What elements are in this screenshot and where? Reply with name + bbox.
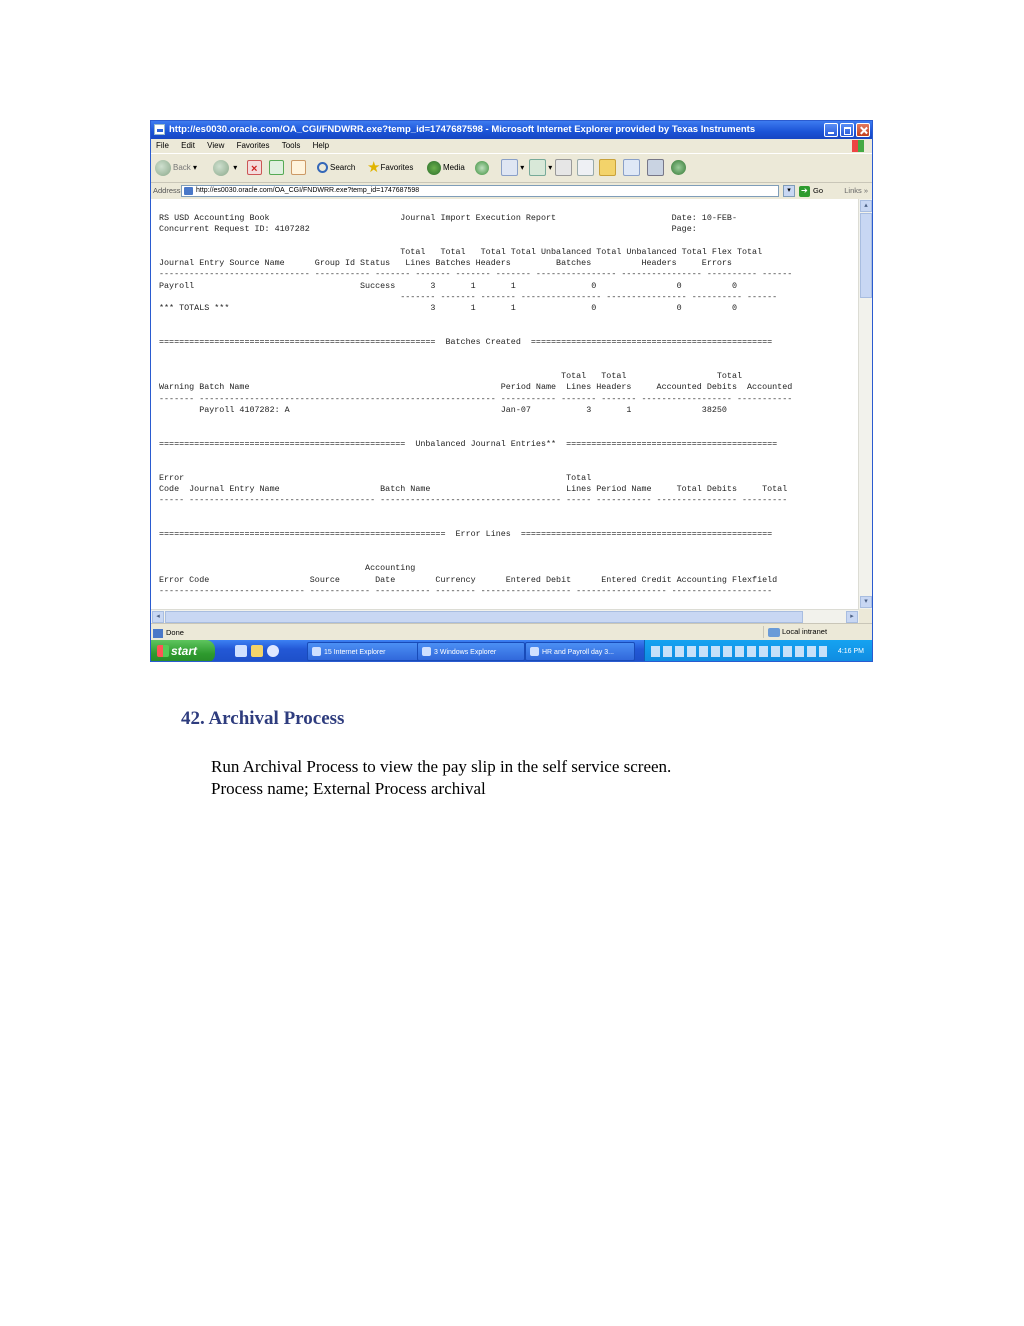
instruction-text: Run Archival Process to view the pay slip in the self service screen.: [211, 757, 672, 776]
discuss-button[interactable]: [577, 159, 594, 177]
back-label: Back: [173, 163, 191, 172]
star-icon: ★: [367, 159, 381, 176]
scroll-down-button[interactable]: ▾: [860, 596, 872, 608]
window-title: http://es0030.oracle.com/OA_CGI/FNDWRR.exe?temp_id=1747687598 - Microsoft Internet Explorer provided by Texas Instruments: [169, 124, 756, 135]
toolbar-extra-icon: [647, 159, 664, 176]
search-button[interactable]: [317, 159, 355, 177]
refresh-icon: [269, 160, 284, 175]
folder-button[interactable]: [599, 159, 616, 177]
clock: 4:16 PM: [837, 648, 864, 655]
vertical-scroll-thumb[interactable]: [860, 213, 872, 298]
tray-icons[interactable]: [651, 646, 827, 657]
favorites-label: Favorites: [380, 163, 414, 173]
history-button[interactable]: [475, 159, 489, 177]
back-button[interactable]: Back ▾: [155, 159, 197, 177]
taskbar: [151, 640, 872, 662]
media-icon: [427, 161, 441, 175]
menu-tools[interactable]: Tools: [281, 141, 301, 150]
menu-help[interactable]: Help: [312, 141, 330, 150]
toolbar-extra-button[interactable]: [647, 159, 664, 177]
research-icon: [623, 159, 640, 176]
quicklaunch-folder-icon[interactable]: [251, 645, 263, 657]
go-label: Go: [813, 186, 824, 195]
page-done-icon: [153, 629, 163, 638]
scrollbar-corner: [859, 609, 873, 623]
status-text: Done: [166, 628, 184, 637]
menu-file[interactable]: File: [156, 141, 169, 150]
report-text: RS USD Accounting Book Journal Import Execution Report Date: 10-FEB- Concurrent Request ID: 4107282 Page: Total Total Total Total Unbalanced Total Unbalanced Total Flex Total Journal Entry Source Name Group Id Status Lines Batches Headers Batches Headers Errors ------------------------------ ----------- ------- ------- ------- ------- ---------------- ---------------- ---------- ------ Payroll Success 3 1 1 0 0 0 ------- ------- ------- ---------------- ---------------- ---------- ------ *** TOTALS *** 3 1 1 0 0 0 ======================================================= Batches Created ================================================ Total Total Total Warning Batch Name Period Name Lines Headers Accounted Debits Accounted ------- ----------------------------------------------------------- ----------- ------- ------- ------------------ ----------- Payroll 4107282: A Jan-07 3 1 38250 ================================================= Unbalanced Journal Entries** ========================================== Error Total Code Journal Entry Name Batch Name Lines Period Name Total Debits Total ----- ------------------------------------- ------------------------------------ ----- ----------- ---------------- --------- ========================================================= Error Lines ================================================== Accounting Error Code Source Date Currency Entered Debit Entered Credit Accounting Flexfield ----------------------------- ------------ ----------- -------- ------------------ ------------------ --------------------: [159, 213, 793, 596]
page-icon: [184, 187, 193, 195]
forward-button[interactable]: ▾: [213, 159, 237, 177]
research-button[interactable]: [623, 159, 640, 177]
system-tray: [644, 640, 872, 662]
status-bar: [151, 623, 872, 640]
favorites-button[interactable]: [367, 159, 413, 177]
print-icon: [555, 159, 572, 176]
report-content: [151, 199, 859, 609]
address-label: Address: [153, 186, 181, 195]
start-button[interactable]: [151, 640, 215, 662]
section-heading: 42. Archival Process: [181, 708, 345, 729]
search-icon: [317, 162, 328, 173]
stop-icon: [247, 160, 262, 175]
home-icon: [291, 160, 306, 175]
mail-button[interactable]: ▾: [501, 159, 524, 177]
address-url: http://es0030.oracle.com/OA_CGI/FNDWRR.exe?temp_id=1747687598: [196, 187, 420, 194]
folder-icon: [599, 159, 616, 176]
messenger-button[interactable]: [671, 159, 686, 177]
minimize-button[interactable]: [824, 123, 838, 137]
task-hr-payroll[interactable]: HR and Payroll day 3...: [525, 642, 635, 661]
search-label: Search: [330, 163, 356, 172]
quicklaunch-ie-icon[interactable]: [235, 645, 247, 657]
scroll-left-button[interactable]: ◂: [152, 611, 164, 623]
quicklaunch-browser-icon[interactable]: [267, 645, 279, 657]
edit-button[interactable]: ▾: [529, 159, 552, 177]
menu-edit[interactable]: Edit: [181, 141, 195, 150]
internet-explorer-icon: [154, 124, 165, 135]
media-button[interactable]: [427, 159, 465, 177]
address-dropdown-button[interactable]: ▾: [783, 185, 795, 197]
title-bar[interactable]: [151, 121, 872, 139]
scroll-right-button[interactable]: ▸: [846, 611, 858, 623]
windows-flag-icon: [157, 645, 169, 657]
address-input[interactable]: [181, 185, 779, 197]
go-button[interactable]: [799, 184, 823, 198]
maximize-button[interactable]: [840, 123, 854, 137]
intranet-icon: [768, 628, 780, 637]
address-bar: [151, 183, 872, 199]
home-button[interactable]: [291, 159, 306, 177]
stop-button[interactable]: [247, 159, 262, 177]
toolbar: [151, 153, 872, 183]
menu-favorites[interactable]: Favorites: [236, 141, 270, 150]
history-icon: [475, 161, 489, 175]
edit-icon: [529, 159, 546, 176]
task-internet-explorer[interactable]: 15 Internet Explorer: [307, 642, 425, 661]
mail-icon: [501, 159, 518, 176]
horizontal-scroll-thumb[interactable]: [165, 611, 803, 623]
close-button[interactable]: [856, 123, 870, 137]
scroll-up-button[interactable]: ▴: [860, 200, 872, 212]
browser-window: [150, 120, 873, 662]
back-arrow-icon: [155, 160, 171, 176]
go-arrow-icon: [799, 186, 810, 197]
refresh-button[interactable]: [269, 159, 284, 177]
security-zone: [763, 626, 827, 638]
vertical-scrollbar[interactable]: [858, 199, 872, 609]
task-windows-explorer[interactable]: 3 Windows Explorer: [417, 642, 525, 661]
print-button[interactable]: [555, 159, 572, 177]
start-label: start: [171, 644, 198, 658]
messenger-icon: [671, 160, 686, 175]
discuss-icon: [577, 159, 594, 176]
menu-bar: [151, 139, 872, 153]
horizontal-scrollbar[interactable]: [151, 609, 859, 623]
process-name-text: Process name; External Process archival: [211, 779, 486, 798]
links-button[interactable]: Links »: [844, 186, 868, 195]
windows-logo-icon: [852, 140, 864, 152]
forward-arrow-icon: [213, 160, 229, 176]
zone-label: Local intranet: [782, 627, 828, 636]
menu-view[interactable]: View: [207, 141, 225, 150]
media-label: Media: [443, 163, 465, 172]
